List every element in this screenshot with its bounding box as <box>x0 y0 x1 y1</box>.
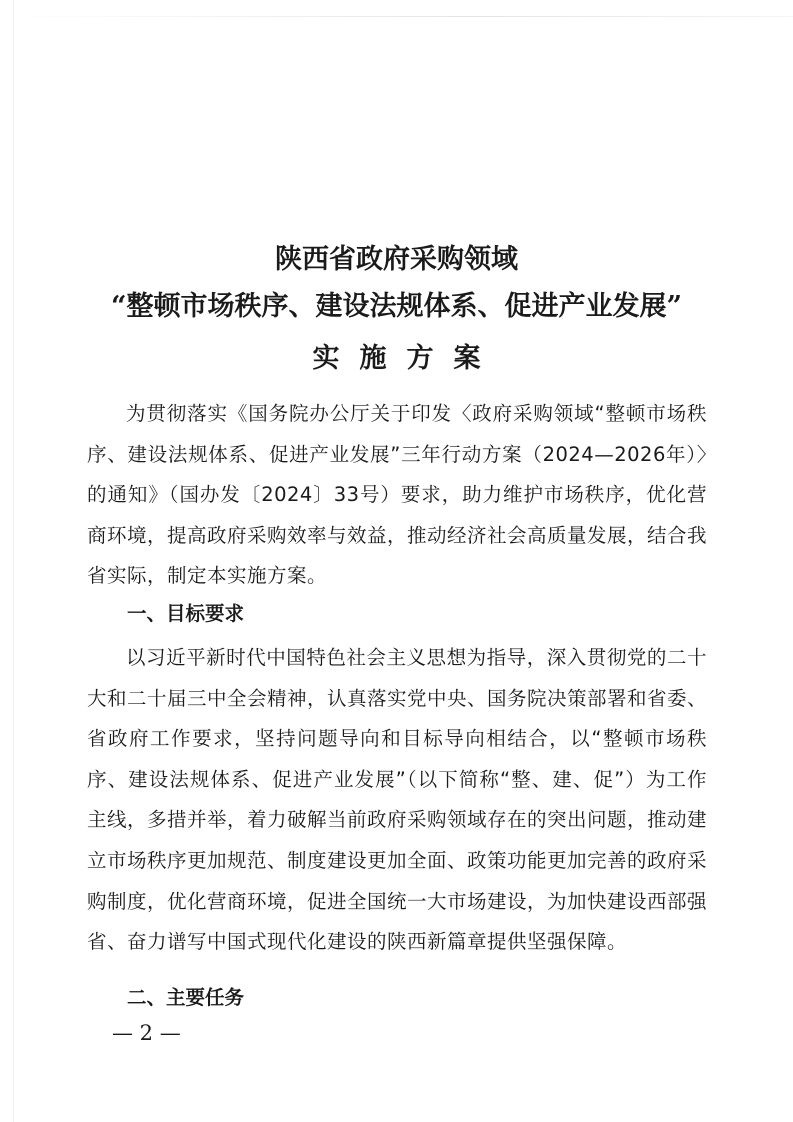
objectives-paragraph: 以习近平新时代中国特色社会主义思想为指导，深入贯彻党的二十大和二十届三中全会精神，认真落实党中央、国务院决策部署和省委、省政府工作要求，坚持问题导向和目标导向相结合，以“整顿市场秩序、建设法规体系、促进产业发展”（以下简称“整、建、促”）为工作主线，多措并举，着力破解当前政府采购领域存在的突出问题，推动建立市场秩序更加规范、制度建设更加全面、政策功能更加完善的政府采购制度，优化营商环境，促进全国统一大市场建设，为加快建设西部强省、奋力谱写中国式现代化建设的陕西新篇章提供坚强保障。 <box>87 646 708 954</box>
intro-paragraph-block <box>87 394 707 597</box>
document-title <box>0 236 793 382</box>
title-line-3: 实施方案 <box>312 343 501 374</box>
section-heading-main-tasks: 二、主要任务 <box>127 986 245 1009</box>
title-line-1: 陕西省政府采购领域 <box>275 244 518 275</box>
page-edge-top <box>0 16 793 17</box>
title-line-2: “整顿市场秩序、建设法规体系、促进产业发展” <box>110 291 683 322</box>
page-edge-left <box>13 0 14 1122</box>
intro-paragraph: 为贯彻落实《国务院办公厅关于印发〈政府采购领域“整顿市场秩序、建设法规体系、促进产业发展”三年行动方案（2024—2026年）〉的通知》（国办发〔2024〕33号）要求，助力维护市场秩序，优化营商环境，提高政府采购效率与效益，推动经济社会高质量发展，结合我省实际，制定本实施方案。 <box>87 402 708 588</box>
section-heading-objectives: 一、目标要求 <box>127 602 245 625</box>
page-number: — 2 — <box>112 1021 181 1045</box>
objectives-paragraph-block <box>87 638 707 963</box>
